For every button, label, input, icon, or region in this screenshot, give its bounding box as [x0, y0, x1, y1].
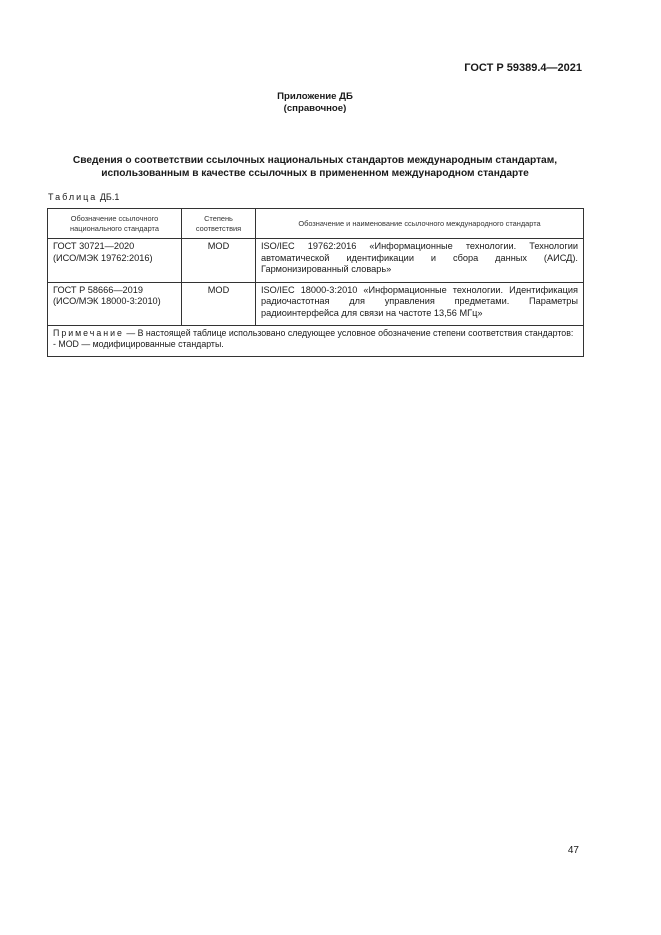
page-number: 47 [567, 845, 579, 856]
international-standard-cell: ISO/IEC 18000-3:2010 «Информационные технологии. Идентификация радиочастотная для управления предметами. Параметры радиоинтерфейса для связи на частоте 13,56 МГц» [256, 282, 584, 326]
table-caption-label: Таблица [48, 192, 98, 202]
annex-kind: (справочное) [283, 103, 347, 114]
international-standard-cell: ISO/IEC 19762:2016 «Информационные технологии. Технологии автоматической идентификации и сбора данных (АИСД). Гармонизированный словарь» [256, 239, 584, 283]
table-row [48, 282, 584, 326]
national-standard-code: ГОСТ Р 58666—2019 [53, 284, 143, 295]
note-text: — В настоящей таблице использовано следующее условное обозначение степени соответствия стандартов: [126, 328, 574, 338]
table-caption [48, 192, 119, 202]
section-heading [40, 154, 590, 180]
note-label: Примечание [53, 328, 124, 338]
national-standard-code: ГОСТ 30721—2020 [53, 241, 135, 251]
annex-heading [0, 91, 630, 115]
standards-table [47, 208, 584, 357]
national-standard-cell [48, 239, 182, 283]
document-code: ГОСТ Р 59389.4—2021 [464, 62, 582, 74]
table-header-row [48, 209, 584, 239]
table-note [48, 326, 584, 357]
section-heading-line-2: использованным в качестве ссылочных в примененном международном стандарте [101, 168, 529, 179]
table-note-row [48, 326, 584, 357]
national-standard-iso: (ИСО/МЭК 18000-3:2010) [53, 296, 161, 306]
column-header-degree: Степень соответствия [182, 209, 256, 239]
national-standard-iso: (ИСО/МЭК 19762:2016) [53, 252, 153, 263]
degree-cell: MOD [182, 282, 256, 326]
degree-cell: MOD [182, 239, 256, 283]
section-heading-line-1: Сведения о соответствии ссылочных национальных стандартов международным стандартам, [72, 155, 558, 166]
column-header-international: Обозначение и наименование ссылочного международного стандарта [256, 209, 584, 239]
note-item: - MOD — модифицированные стандарты. [53, 339, 224, 349]
annex-title: Приложение ДБ [277, 91, 353, 102]
table-caption-number: ДБ.1 [99, 192, 120, 202]
national-standard-cell [48, 282, 182, 326]
table-row [48, 239, 584, 283]
column-header-national: Обозначение ссылочного национального стандарта [48, 209, 182, 239]
